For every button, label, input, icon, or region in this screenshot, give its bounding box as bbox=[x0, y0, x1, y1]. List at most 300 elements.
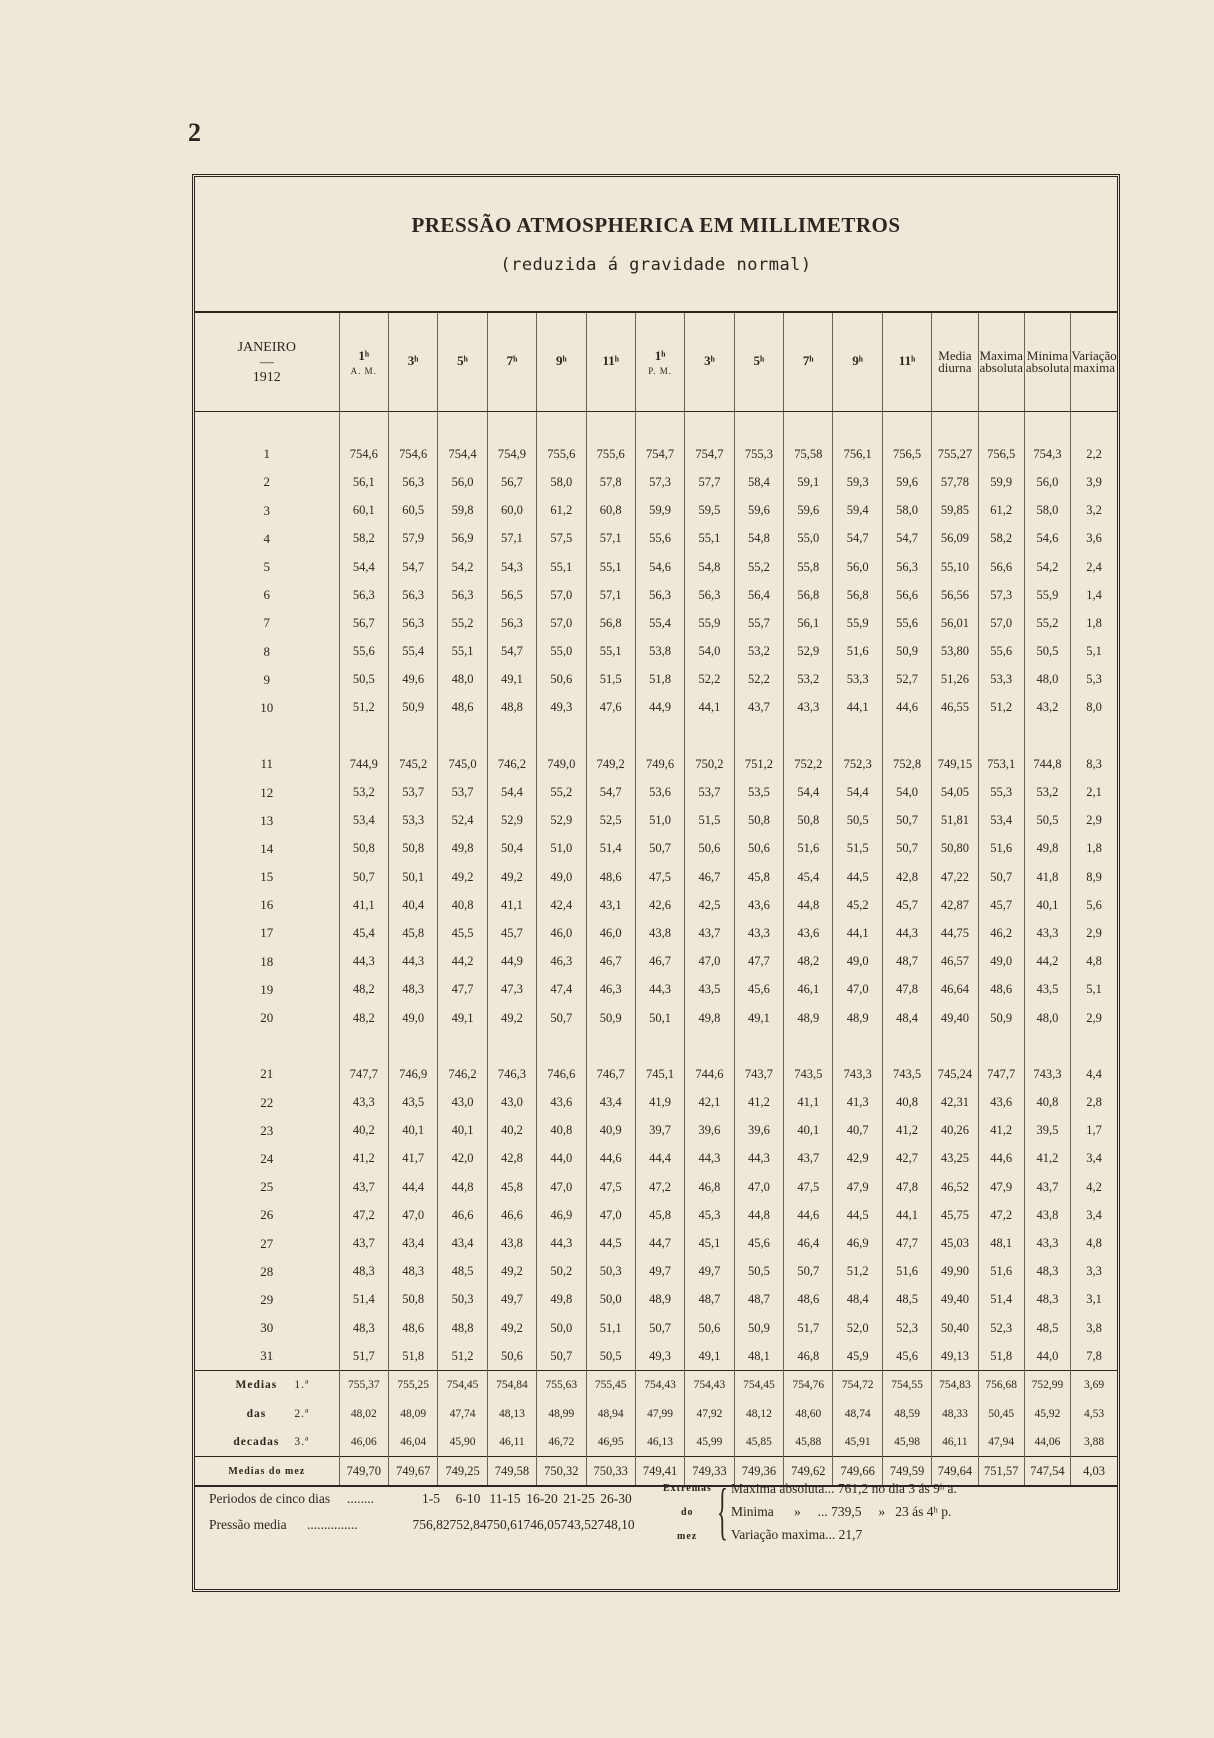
month-mean-label: Medias do mez bbox=[195, 1456, 339, 1486]
decade-value-cell: 46,06 bbox=[339, 1428, 388, 1457]
value-cell: 47,22 bbox=[932, 863, 978, 891]
decade-value-cell: 47,99 bbox=[635, 1400, 684, 1428]
value-cell: 3,8 bbox=[1071, 1314, 1117, 1342]
value-cell: 48,0 bbox=[1024, 666, 1070, 694]
value-cell: 45,4 bbox=[784, 863, 833, 891]
day-cell: 29 bbox=[260, 1291, 274, 1307]
value-cell: 56,7 bbox=[487, 468, 536, 496]
value-cell: 49,13 bbox=[932, 1342, 978, 1371]
decade-value-cell: 754,83 bbox=[932, 1371, 978, 1400]
value-cell: 50,6 bbox=[487, 1342, 536, 1371]
value-cell: 49,90 bbox=[932, 1258, 978, 1286]
value-cell: 49,6 bbox=[388, 666, 437, 694]
decade-caption: decadas bbox=[233, 1435, 280, 1448]
table-row bbox=[195, 807, 1117, 835]
value-cell: 56,3 bbox=[635, 581, 684, 609]
period-pressure: 743,52 bbox=[560, 1517, 598, 1532]
value-cell: 750,2 bbox=[685, 750, 734, 778]
day-cell: 11 bbox=[260, 756, 274, 772]
value-cell: 749,6 bbox=[635, 750, 684, 778]
value-cell: 44,5 bbox=[833, 863, 882, 891]
month-mean-value: 4,03 bbox=[1071, 1456, 1117, 1486]
value-cell: 44,0 bbox=[537, 1145, 586, 1173]
decade-label-cell bbox=[195, 1400, 339, 1428]
value-cell: 58,0 bbox=[537, 468, 586, 496]
decade-value-cell: 3,88 bbox=[1071, 1428, 1117, 1457]
value-cell: 56,6 bbox=[882, 581, 931, 609]
value-cell: 43,8 bbox=[1024, 1201, 1070, 1229]
value-cell: 50,6 bbox=[734, 835, 783, 863]
value-cell: 52,2 bbox=[685, 666, 734, 694]
hour-header bbox=[784, 313, 833, 412]
value-cell: 56,8 bbox=[833, 581, 882, 609]
value-cell: 49,1 bbox=[734, 1004, 783, 1032]
table-header bbox=[195, 313, 1117, 412]
periods-dots: ........ bbox=[347, 1491, 374, 1506]
table-row bbox=[195, 581, 1117, 609]
value-cell: 3,9 bbox=[1071, 468, 1117, 496]
value-cell: 50,3 bbox=[438, 1286, 487, 1314]
value-cell: 44,6 bbox=[978, 1145, 1024, 1173]
stat-header bbox=[1071, 313, 1117, 412]
spacer-cell bbox=[882, 412, 931, 441]
footer-summary bbox=[195, 1459, 1117, 1579]
value-cell: 746,2 bbox=[438, 1060, 487, 1088]
value-cell: 752,8 bbox=[882, 750, 931, 778]
extremes-label-1: Extremas bbox=[663, 1483, 712, 1494]
value-cell: 48,3 bbox=[1024, 1258, 1070, 1286]
extreme-max: Maxima absoluta... 761,2 no dia 3 ás 9ʰ a. bbox=[731, 1481, 957, 1496]
value-cell: 749,2 bbox=[586, 750, 635, 778]
value-cell: 55,6 bbox=[635, 525, 684, 553]
value-cell: 58,0 bbox=[1024, 497, 1070, 525]
value-cell: 57,0 bbox=[537, 581, 586, 609]
value-cell: 39,5 bbox=[1024, 1117, 1070, 1145]
page-title: PRESSÃO ATMOSPHERICA EM MILLIMETROS bbox=[411, 213, 901, 237]
decade-caption: Medias bbox=[235, 1379, 278, 1392]
value-cell: 754,6 bbox=[339, 440, 388, 468]
value-cell: 40,1 bbox=[388, 1117, 437, 1145]
spacer-cell bbox=[438, 1032, 487, 1060]
value-cell: 58,0 bbox=[882, 497, 931, 525]
day-cell: 17 bbox=[260, 925, 274, 941]
value-cell: 743,5 bbox=[784, 1060, 833, 1088]
spacer-cell bbox=[487, 722, 536, 750]
value-cell: 40,8 bbox=[882, 1089, 931, 1117]
value-cell: 54,2 bbox=[438, 553, 487, 581]
decade-value-cell: 3,69 bbox=[1071, 1371, 1117, 1400]
spacer-cell bbox=[784, 722, 833, 750]
spacer-cell bbox=[784, 1032, 833, 1060]
value-cell: 55,8 bbox=[784, 553, 833, 581]
value-cell: 50,8 bbox=[388, 1286, 437, 1314]
value-cell: 59,6 bbox=[734, 497, 783, 525]
value-cell: 42,8 bbox=[487, 1145, 536, 1173]
value-cell: 46,1 bbox=[784, 976, 833, 1004]
spacer-cell bbox=[586, 1032, 635, 1060]
value-cell: 41,2 bbox=[1024, 1145, 1070, 1173]
value-cell: 55,4 bbox=[388, 638, 437, 666]
value-cell: 44,0 bbox=[1024, 1342, 1070, 1371]
value-cell: 43,3 bbox=[1024, 1229, 1070, 1257]
value-cell: 754,4 bbox=[438, 440, 487, 468]
stat-label-line2: diurna bbox=[938, 360, 972, 375]
decade-value-cell: 48,02 bbox=[339, 1400, 388, 1428]
table-row bbox=[195, 1314, 1117, 1342]
value-cell: 56,3 bbox=[388, 609, 437, 637]
value-cell: 8,3 bbox=[1071, 750, 1117, 778]
value-cell: 48,5 bbox=[438, 1258, 487, 1286]
value-cell: 44,3 bbox=[734, 1145, 783, 1173]
value-cell: 47,5 bbox=[586, 1173, 635, 1201]
decade-value-cell: 46,11 bbox=[932, 1428, 978, 1457]
value-cell: 54,2 bbox=[1024, 553, 1070, 581]
value-cell: 56,4 bbox=[734, 581, 783, 609]
value-cell: 49,40 bbox=[932, 1004, 978, 1032]
value-cell: 47,7 bbox=[882, 1229, 931, 1257]
value-cell: 42,5 bbox=[685, 891, 734, 919]
month-mean-value: 749,70 bbox=[339, 1456, 388, 1486]
value-cell: 55,9 bbox=[1024, 581, 1070, 609]
value-cell: 41,3 bbox=[833, 1089, 882, 1117]
value-cell: 743,3 bbox=[1024, 1060, 1070, 1088]
value-cell: 57,1 bbox=[487, 525, 536, 553]
spacer-cell bbox=[734, 412, 783, 441]
value-cell: 48,5 bbox=[882, 1286, 931, 1314]
value-cell: 41,2 bbox=[978, 1117, 1024, 1145]
value-cell: 44,8 bbox=[438, 1173, 487, 1201]
decade-value-cell: 47,92 bbox=[685, 1400, 734, 1428]
value-cell: 745,24 bbox=[932, 1060, 978, 1088]
value-cell: 46,0 bbox=[537, 919, 586, 947]
value-cell: 7,8 bbox=[1071, 1342, 1117, 1371]
value-cell: 752,3 bbox=[833, 750, 882, 778]
spacer-cell bbox=[195, 1032, 339, 1060]
hour-header bbox=[438, 313, 487, 412]
hour-label: 7ʰ bbox=[506, 353, 518, 368]
decade-value-cell: 48,60 bbox=[784, 1400, 833, 1428]
value-cell: 48,7 bbox=[734, 1286, 783, 1314]
value-cell: 49,2 bbox=[487, 1004, 536, 1032]
spacer-cell bbox=[537, 1032, 586, 1060]
decade-value-cell: 48,94 bbox=[586, 1400, 635, 1428]
value-cell: 53,7 bbox=[685, 778, 734, 806]
value-cell: 58,2 bbox=[339, 525, 388, 553]
month-label: JANEIRO bbox=[237, 339, 296, 355]
value-cell: 41,7 bbox=[388, 1145, 437, 1173]
value-cell: 746,9 bbox=[388, 1060, 437, 1088]
hour-label: 11ʰ bbox=[602, 353, 619, 368]
value-cell: 56,09 bbox=[932, 525, 978, 553]
spacer-cell bbox=[1024, 1032, 1070, 1060]
value-cell: 50,9 bbox=[882, 638, 931, 666]
value-cell: 40,7 bbox=[833, 1117, 882, 1145]
value-cell: 51,5 bbox=[685, 807, 734, 835]
value-cell: 50,9 bbox=[388, 694, 437, 722]
value-cell: 44,8 bbox=[734, 1201, 783, 1229]
value-cell: 45,7 bbox=[487, 919, 536, 947]
value-cell: 754,9 bbox=[487, 440, 536, 468]
value-cell: 55,2 bbox=[438, 609, 487, 637]
decade-value-cell: 44,06 bbox=[1024, 1428, 1070, 1457]
value-cell: 4,8 bbox=[1071, 948, 1117, 976]
value-cell: 43,4 bbox=[586, 1089, 635, 1117]
hour-label: 7ʰ bbox=[802, 353, 814, 368]
value-cell: 54,7 bbox=[882, 525, 931, 553]
value-cell: 49,7 bbox=[685, 1258, 734, 1286]
table-row bbox=[195, 1004, 1117, 1032]
value-cell: 49,1 bbox=[487, 666, 536, 694]
value-cell: 55,2 bbox=[734, 553, 783, 581]
value-cell: 51,4 bbox=[586, 835, 635, 863]
value-cell: 747,7 bbox=[978, 1060, 1024, 1088]
value-cell: 55,9 bbox=[833, 609, 882, 637]
value-cell: 56,3 bbox=[438, 581, 487, 609]
decade-value-cell: 754,43 bbox=[635, 1371, 684, 1400]
value-cell: 53,4 bbox=[339, 807, 388, 835]
value-cell: 51,6 bbox=[833, 638, 882, 666]
value-cell: 746,7 bbox=[586, 1060, 635, 1088]
value-cell: 43,7 bbox=[339, 1173, 388, 1201]
period-range: 6-10 bbox=[455, 1491, 481, 1506]
value-cell: 756,5 bbox=[978, 440, 1024, 468]
spacer-cell bbox=[882, 722, 931, 750]
value-cell: 53,6 bbox=[635, 778, 684, 806]
value-cell: 49,2 bbox=[487, 863, 536, 891]
value-cell: 52,3 bbox=[978, 1314, 1024, 1342]
value-cell: 39,7 bbox=[635, 1117, 684, 1145]
decade-value-cell: 755,45 bbox=[586, 1371, 635, 1400]
value-cell: 48,3 bbox=[339, 1314, 388, 1342]
value-cell: 47,5 bbox=[784, 1173, 833, 1201]
value-cell: 49,2 bbox=[487, 1314, 536, 1342]
value-cell: 50,8 bbox=[388, 835, 437, 863]
value-cell: 755,6 bbox=[586, 440, 635, 468]
value-cell: 41,2 bbox=[882, 1117, 931, 1145]
value-cell: 48,9 bbox=[784, 1004, 833, 1032]
value-cell: 1,7 bbox=[1071, 1117, 1117, 1145]
value-cell: 46,64 bbox=[932, 976, 978, 1004]
value-cell: 44,7 bbox=[635, 1229, 684, 1257]
value-cell: 2,1 bbox=[1071, 778, 1117, 806]
hour-label: 1ʰ bbox=[654, 348, 666, 363]
value-cell: 53,3 bbox=[388, 807, 437, 835]
value-cell: 44,9 bbox=[487, 948, 536, 976]
value-cell: 3,1 bbox=[1071, 1286, 1117, 1314]
decade-caption: das bbox=[246, 1407, 267, 1420]
table-body bbox=[195, 412, 1117, 1487]
value-cell: 55,1 bbox=[586, 638, 635, 666]
value-cell: 59,6 bbox=[784, 497, 833, 525]
value-cell: 45,6 bbox=[734, 976, 783, 1004]
value-cell: 53,8 bbox=[635, 638, 684, 666]
value-cell: 57,9 bbox=[388, 525, 437, 553]
table-row bbox=[195, 694, 1117, 722]
stat-label-line1: Maxima bbox=[979, 348, 1023, 363]
value-cell: 46,8 bbox=[685, 1173, 734, 1201]
table-row bbox=[195, 948, 1117, 976]
value-cell: 51,0 bbox=[537, 835, 586, 863]
spacer-cell bbox=[784, 412, 833, 441]
value-cell: 42,8 bbox=[882, 863, 931, 891]
value-cell: 44,3 bbox=[635, 976, 684, 1004]
value-cell: 54,7 bbox=[586, 778, 635, 806]
value-cell: 745,2 bbox=[388, 750, 437, 778]
value-cell: 58,4 bbox=[734, 468, 783, 496]
value-cell: 49,1 bbox=[685, 1342, 734, 1371]
value-cell: 55,6 bbox=[882, 609, 931, 637]
value-cell: 48,6 bbox=[978, 976, 1024, 1004]
value-cell: 50,7 bbox=[784, 1258, 833, 1286]
value-cell: 58,2 bbox=[978, 525, 1024, 553]
decade-value-cell: 755,37 bbox=[339, 1371, 388, 1400]
value-cell: 53,2 bbox=[339, 778, 388, 806]
value-cell: 53,2 bbox=[734, 638, 783, 666]
value-cell: 59,9 bbox=[635, 497, 684, 525]
stat-label-line1: Variação bbox=[1071, 348, 1117, 363]
spacer-cell bbox=[833, 1032, 882, 1060]
page-subtitle: (reduzida á gravidade normal) bbox=[500, 255, 812, 275]
value-cell: 41,1 bbox=[339, 891, 388, 919]
value-cell: 48,3 bbox=[1024, 1286, 1070, 1314]
decade-mean-row bbox=[195, 1400, 1117, 1428]
value-cell: 47,0 bbox=[685, 948, 734, 976]
value-cell: 52,0 bbox=[833, 1314, 882, 1342]
value-cell: 41,9 bbox=[635, 1089, 684, 1117]
period-pressure: 750,61 bbox=[486, 1517, 524, 1532]
value-cell: 50,5 bbox=[339, 666, 388, 694]
value-cell: 43,4 bbox=[438, 1229, 487, 1257]
value-cell: 1,8 bbox=[1071, 835, 1117, 863]
spacer-cell bbox=[978, 412, 1024, 441]
value-cell: 44,3 bbox=[388, 948, 437, 976]
value-cell: 5,6 bbox=[1071, 891, 1117, 919]
value-cell: 47,0 bbox=[388, 1201, 437, 1229]
value-cell: 45,7 bbox=[978, 891, 1024, 919]
value-cell: 51,0 bbox=[635, 807, 684, 835]
decade-value-cell: 46,95 bbox=[586, 1428, 635, 1457]
value-cell: 43,8 bbox=[635, 919, 684, 947]
value-cell: 50,6 bbox=[537, 666, 586, 694]
value-cell: 745,1 bbox=[635, 1060, 684, 1088]
value-cell: 47,9 bbox=[833, 1173, 882, 1201]
value-cell: 44,2 bbox=[438, 948, 487, 976]
spacer-cell bbox=[388, 412, 437, 441]
month-mean-value: 747,54 bbox=[1024, 1456, 1070, 1486]
hour-header bbox=[487, 313, 536, 412]
hour-period: A. M. bbox=[350, 366, 377, 376]
value-cell: 54,7 bbox=[487, 638, 536, 666]
value-cell: 42,31 bbox=[932, 1089, 978, 1117]
value-cell: 50,0 bbox=[537, 1314, 586, 1342]
decade-number: 1.ª bbox=[294, 1379, 310, 1392]
value-cell: 46,57 bbox=[932, 948, 978, 976]
stat-label-line2: maxima bbox=[1073, 360, 1116, 375]
title-block bbox=[195, 177, 1117, 313]
value-cell: 60,0 bbox=[487, 497, 536, 525]
table-row bbox=[195, 1342, 1117, 1371]
spacer-cell bbox=[833, 412, 882, 441]
hour-header bbox=[833, 313, 882, 412]
value-cell: 744,9 bbox=[339, 750, 388, 778]
value-cell: 43,6 bbox=[537, 1089, 586, 1117]
value-cell: 44,5 bbox=[586, 1229, 635, 1257]
value-cell: 59,8 bbox=[438, 497, 487, 525]
value-cell: 54,3 bbox=[487, 553, 536, 581]
decade-value-cell: 45,88 bbox=[784, 1428, 833, 1457]
value-cell: 753,1 bbox=[978, 750, 1024, 778]
month-mean-value: 751,57 bbox=[978, 1456, 1024, 1486]
value-cell: 51,6 bbox=[978, 835, 1024, 863]
value-cell: 53,7 bbox=[388, 778, 437, 806]
value-cell: 51,2 bbox=[339, 694, 388, 722]
value-cell: 44,1 bbox=[685, 694, 734, 722]
value-cell: 50,9 bbox=[586, 1004, 635, 1032]
value-cell: 44,6 bbox=[586, 1145, 635, 1173]
table-row bbox=[195, 609, 1117, 637]
value-cell: 54,7 bbox=[388, 553, 437, 581]
hour-label: 11ʰ bbox=[898, 353, 916, 368]
value-cell: 55,0 bbox=[784, 525, 833, 553]
value-cell: 56,0 bbox=[833, 553, 882, 581]
value-cell: 48,1 bbox=[978, 1229, 1024, 1257]
pressure-label: Pressão media bbox=[209, 1517, 287, 1532]
decade-value-cell: 47,74 bbox=[438, 1400, 487, 1428]
value-cell: 53,80 bbox=[932, 638, 978, 666]
table-row bbox=[195, 468, 1117, 496]
value-cell: 50,7 bbox=[537, 1004, 586, 1032]
value-cell: 49,3 bbox=[537, 694, 586, 722]
value-cell: 43,5 bbox=[685, 976, 734, 1004]
value-cell: 51,2 bbox=[438, 1342, 487, 1371]
month-mean-value: 749,59 bbox=[882, 1456, 931, 1486]
value-cell: 57,5 bbox=[537, 525, 586, 553]
month-mean-value: 749,25 bbox=[438, 1456, 487, 1486]
decade-value-cell: 754,76 bbox=[784, 1371, 833, 1400]
month-mean-value: 749,62 bbox=[784, 1456, 833, 1486]
value-cell: 754,3 bbox=[1024, 440, 1070, 468]
value-cell: 56,5 bbox=[487, 581, 536, 609]
day-cell: 23 bbox=[260, 1122, 274, 1138]
day-cell: 10 bbox=[260, 699, 274, 715]
value-cell: 50,5 bbox=[586, 1342, 635, 1371]
spacer-cell bbox=[932, 412, 978, 441]
value-cell: 44,75 bbox=[932, 919, 978, 947]
value-cell: 43,3 bbox=[339, 1089, 388, 1117]
hour-label: 1ʰ bbox=[358, 348, 370, 363]
hour-header bbox=[388, 313, 437, 412]
value-cell: 46,55 bbox=[932, 694, 978, 722]
decade-value-cell: 48,09 bbox=[388, 1400, 437, 1428]
period-range: 1-5 bbox=[422, 1491, 440, 1506]
value-cell: 44,5 bbox=[833, 1201, 882, 1229]
value-cell: 754,7 bbox=[635, 440, 684, 468]
value-cell: 48,7 bbox=[685, 1286, 734, 1314]
value-cell: 46,2 bbox=[978, 919, 1024, 947]
value-cell: 48,7 bbox=[882, 948, 931, 976]
value-cell: 55,2 bbox=[537, 778, 586, 806]
spacer-cell bbox=[537, 412, 586, 441]
value-cell: 50,7 bbox=[635, 1314, 684, 1342]
value-cell: 56,01 bbox=[932, 609, 978, 637]
value-cell: 41,8 bbox=[1024, 863, 1070, 891]
decade-value-cell: 45,90 bbox=[438, 1428, 487, 1457]
value-cell: 55,1 bbox=[438, 638, 487, 666]
value-cell: 50,7 bbox=[882, 835, 931, 863]
value-cell: 49,3 bbox=[635, 1342, 684, 1371]
value-cell: 42,9 bbox=[833, 1145, 882, 1173]
table-row bbox=[195, 863, 1117, 891]
